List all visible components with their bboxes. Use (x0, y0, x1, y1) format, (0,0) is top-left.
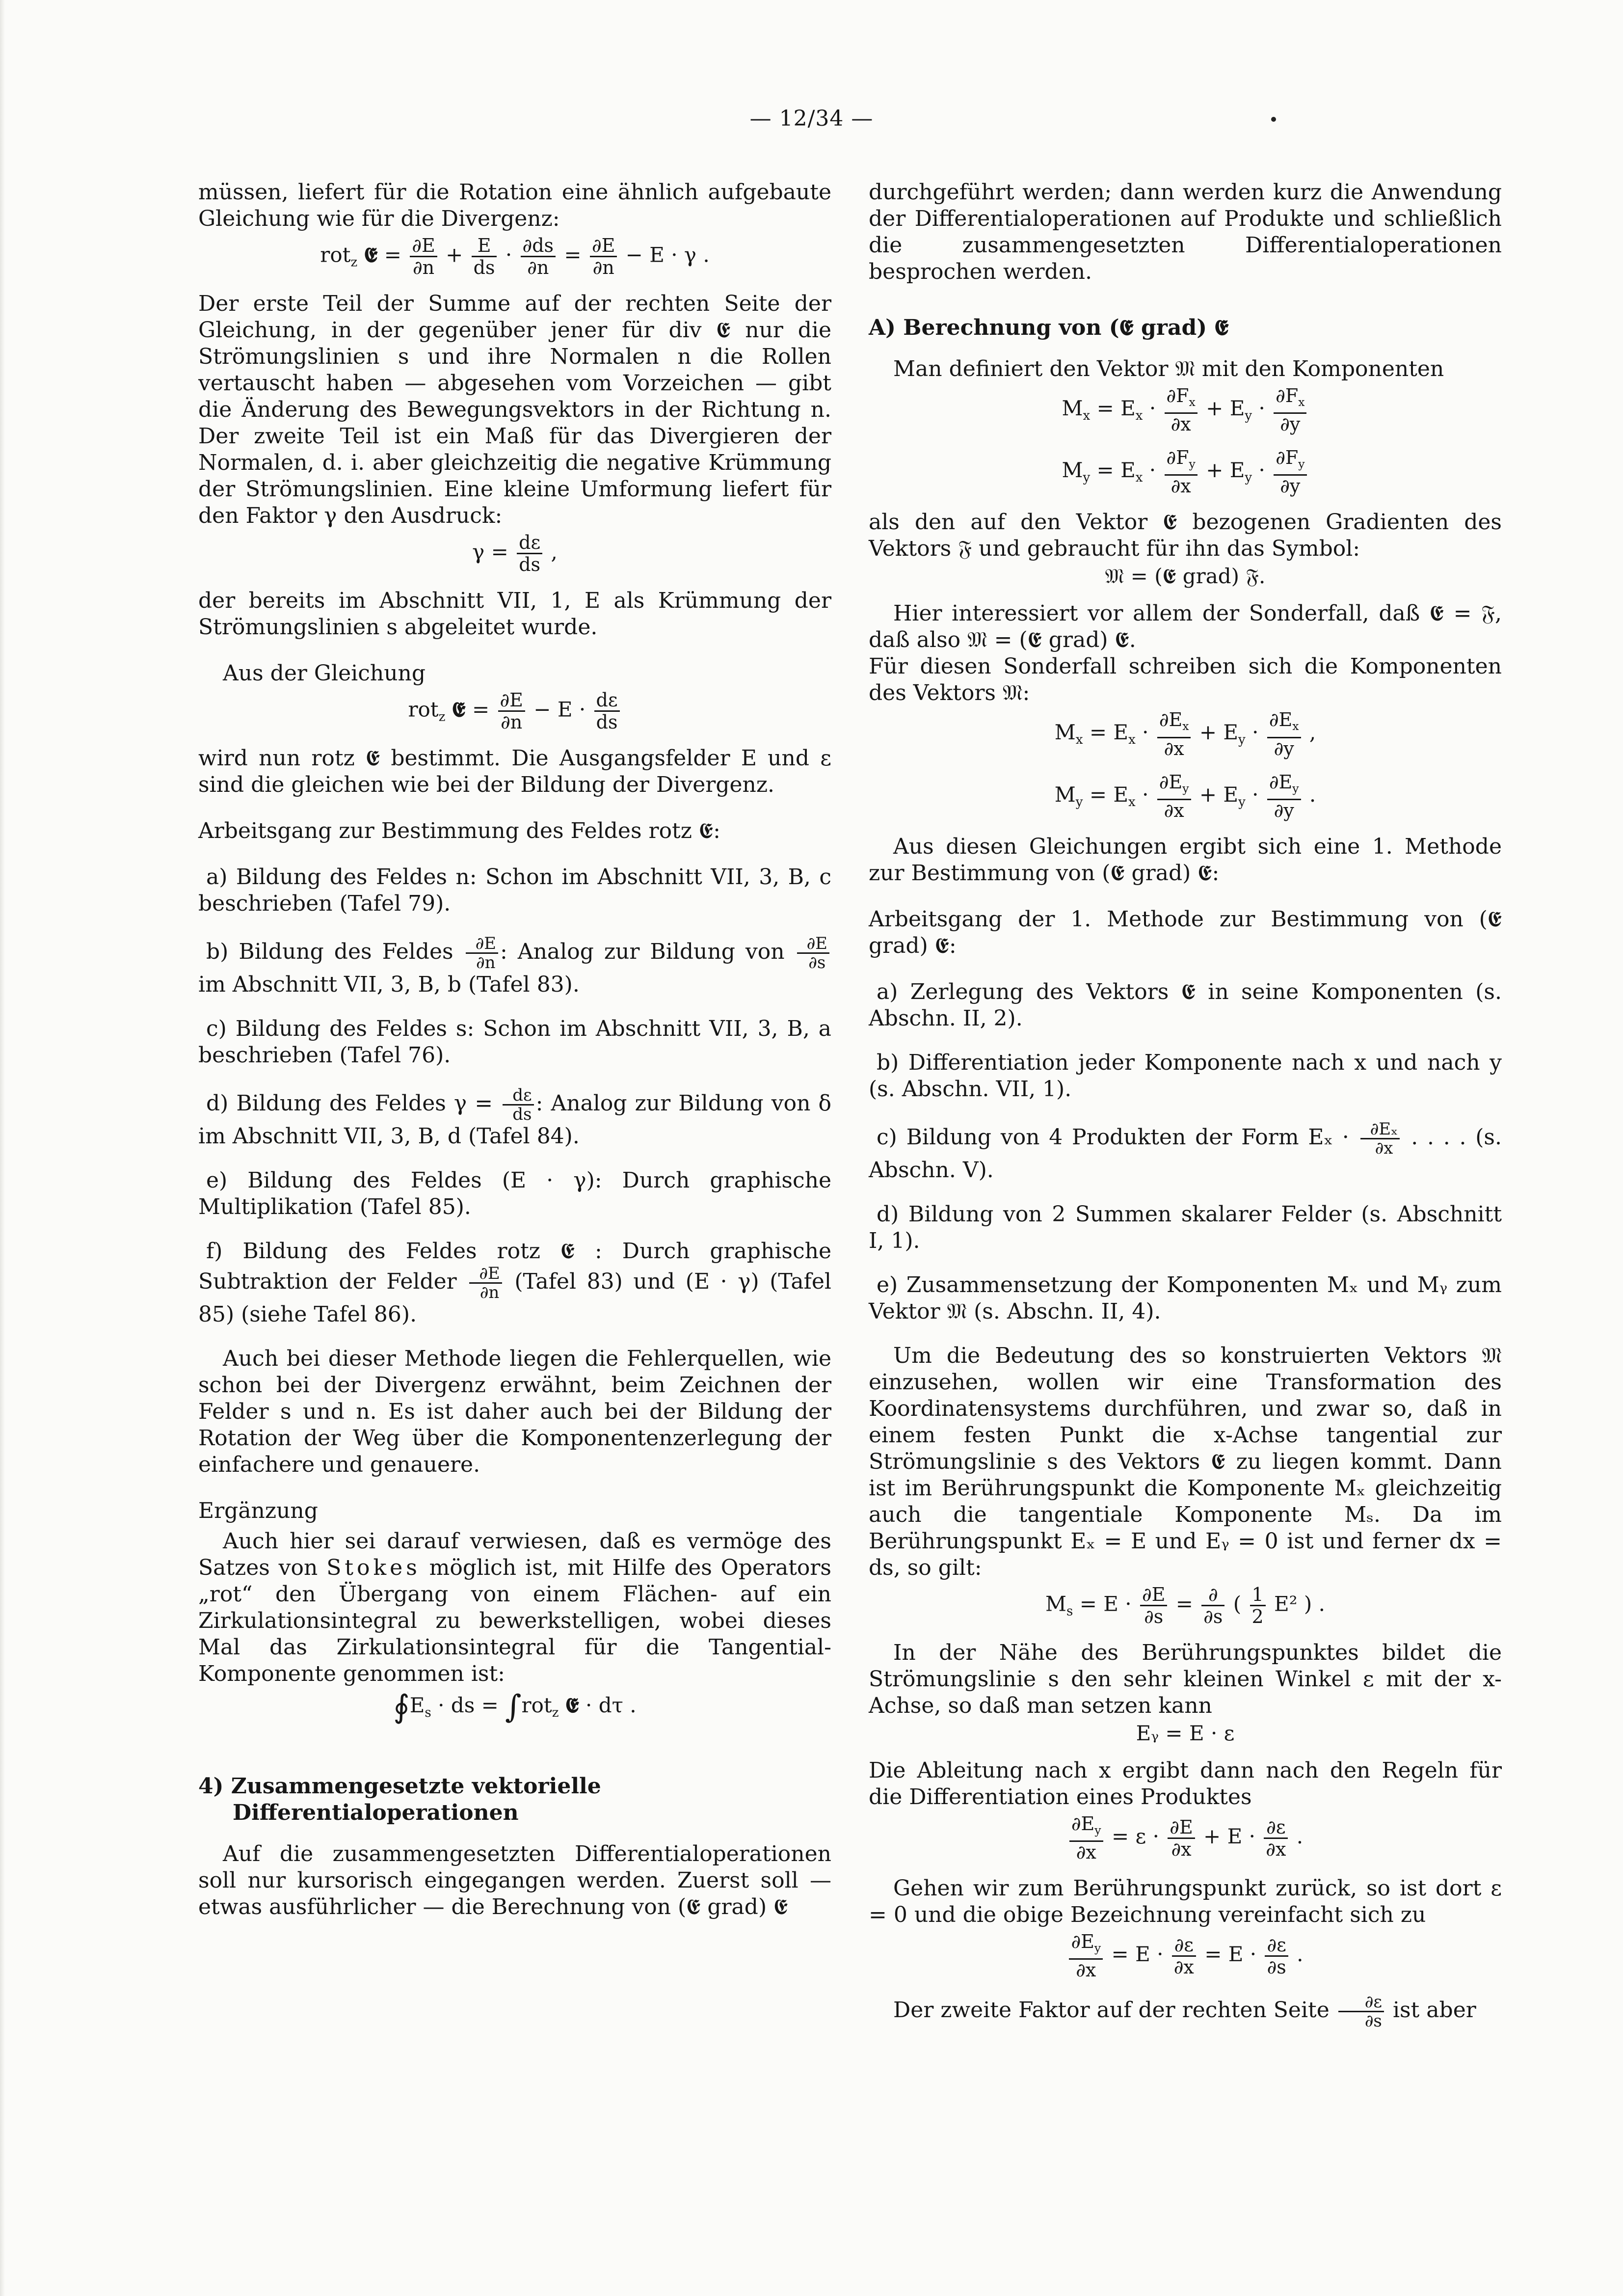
paragraph: Arbeitsgang zur Bestimmung des Feldes rotz 𝕰: (198, 818, 720, 843)
page-number: — 12/34 — (749, 106, 874, 131)
paragraph: Auch hier sei darauf verwiesen, daß es vermöge des Satzes von Stokes möglich ist, mit Hilfe des Operators „rot“ den Übergang von einem Flächen- auf ein Zirkulationsintegral zu bewerkstelligen, wobei dieses Mal das Zirkulationsintegral für die Tangential-Komponente genommen ist: (198, 1529, 831, 1686)
list-item: d) Bildung von 2 Summen skalarer Felder (s. Abschnitt I, 1). (869, 1201, 1502, 1253)
paragraph: Arbeitsgang der 1. Methode zur Bestimmung von (𝕰 grad) 𝕰: (869, 906, 1502, 958)
equation-dey-dx: $\frac{\partial E_y}{\partial x}$ = ε · $\frac{\partial E}{\partial x}$ + E · $\frac{\partial\varepsilon}{\partial x}$ . (869, 1813, 1502, 1863)
ink-dot (1271, 117, 1276, 122)
equation-rot-2: rot$_z$ 𝕰 = $\frac{\partial E}{\partial n}$ − E · $\frac{d\varepsilon}{ds}$ (198, 690, 831, 732)
paragraph: Gehen wir zum Berührungspunkt zurück, so ist dort ε = 0 und die obige Bezeichnung vereinfacht sich zu (869, 1876, 1502, 1928)
list-item: a) Zerlegung des Vektors 𝕰 in seine Komponenten (s. Abschn. II, 2). (869, 979, 1502, 1031)
right-column (869, 179, 1502, 2030)
paragraph: Auch bei dieser Methode liegen die Fehlerquellen, wie schon bei der Divergenz erwähnt, beim Zeichnen der Felder s und n. Es ist daher auch bei der Bildung der Rotation der Weg über die Komponentenzerlegung der einfachere und genauere. (198, 1346, 831, 1477)
paragraph: Die Ableitung nach x ergibt dann nach den Regeln für die Differentiation eines Produktes (869, 1757, 1502, 1810)
paragraph: der bereits im Abschnitt VII, 1, E als Krümmung der Strömungslinien s abgeleitet wurde. (198, 588, 831, 640)
paragraph: Aus diesen Gleichungen ergibt sich eine 1. Methode zur Bestimmung von (𝕰 grad) 𝕰: (869, 834, 1502, 886)
equation-my-special: $M_y = E_x$ · $\frac{\partial E_y}{\partial x}$ + $E_y$ · $\frac{\partial E_y}{\partial y}$ . (1054, 771, 1316, 821)
paragraph: müssen, liefert für die Rotation eine ähnlich aufgebaute Gleichung wie für die Divergenz: (198, 180, 831, 231)
list-item: e) Zusammensetzung der Komponenten Mₓ und Mᵧ zum Vektor 𝔐 (s. Abschn. II, 4). (869, 1272, 1502, 1324)
equation-my: $M_y = E_x$ · $\frac{\partial F_y}{\partial x}$ + $E_y$ · $\frac{\partial F_y}{\partial y}$ (869, 447, 1502, 496)
paragraph: Aus der Gleichung (223, 661, 426, 686)
section-heading: 4) Zusammengesetzte vektorielle Differentialoperationen (198, 1774, 601, 1826)
paragraph: Auf die zusammengesetzten Differentialoperationen soll nur kursorisch eingegangen werden. Zuerst soll — etwas ausführlicher — die Berechnung von (𝕰 grad) 𝕰 (198, 1841, 831, 1920)
list-item: c) Bildung von 4 Produkten der Form Eₓ · $\frac{\text{∂Eₓ}}{\partial x}$ . . . . (s. Abschn. V). (869, 1119, 1502, 1183)
section-title-ergaenzung: Ergänzung (198, 1498, 318, 1523)
section-heading: A) Berechnung von (𝕰 grad) 𝕰 (869, 315, 1229, 340)
list-item: e) Bildung des Feldes (E · γ): Durch graphische Multiplikation (Tafel 85). (198, 1168, 831, 1219)
paragraph: als den auf den Vektor 𝕰 bezogenen Gradienten des Vektors 𝔉 und gebraucht für ihn das Symbol: (869, 510, 1502, 562)
equation-mx: $M_x = E_x$ · $\frac{\partial F_x}{\partial x}$ + $E_y$ · $\frac{\partial F_x}{\partial y}$ (869, 385, 1502, 434)
paragraph: Man definiert den Vektor 𝔐 mit den Komponenten (893, 356, 1444, 381)
paragraph: wird nun rotz 𝕰 bestimmt. Die Ausgangsfelder E und ε sind die gleichen wie bei der Bildung der Divergenz. (198, 746, 831, 797)
list-item: f) Bildung des Feldes rotz 𝕰 : Durch graphische Subtraktion der Felder $\frac{\partial E}{\partial n}$ (Tafel 83) und (E · γ) (Tafel 85) (siehe Tafel 86). (198, 1239, 831, 1327)
paragraph: Hier interessiert vor allem der Sonderfall, daß 𝕰 = 𝔉, daß also 𝔐 = (𝕰 grad) 𝕰. (869, 601, 1502, 653)
list-item: b) Bildung des Feldes $\frac{\partial E}{\partial n}$ : Analog zur Bildung von $\frac{\partial E}{\partial s}$ im Abschnitt VII, 3, B, b (Tafel 83). (198, 935, 831, 998)
equation-gamma: γ = $\frac{d\varepsilon}{ds}$ , (472, 532, 558, 575)
equation-mx-special: $M_x = E_x$ · $\frac{\partial E_x}{\partial x}$ + $E_y$ · $\frac{\partial E_x}{\partial y}$ , (1054, 709, 1316, 759)
paragraph: Für diesen Sonderfall schreiben sich die Komponenten des Vektors 𝔐: (869, 654, 1502, 706)
list-item: c) Bildung des Feldes s: Schon im Abschnitt VII, 3, B, a beschrieben (Tafel 76). (198, 1016, 831, 1068)
left-column (198, 179, 831, 1920)
list-item: b) Differentiation jeder Komponente nach x und nach y (s. Abschn. VII, 1). (869, 1050, 1502, 1102)
equation-stokes: $∮E_s$ · ds = ∫rot$_z$ 𝕰 · dτ . (393, 1689, 637, 1725)
scan-edge (0, 0, 5, 2296)
paragraph: Der zweite Faktor auf der rechten Seite $\frac{\partial\varepsilon}{\partial s}$ ist aber (893, 1992, 1476, 2031)
equation-ms: $M_s = E$ · $\frac{\partial E}{\partial s}$ = $\frac{\partial}{\partial s}$ ( $\frac{1}{2}$ E² ) . (1045, 1583, 1325, 1627)
equation-symbol: 𝔐 = (𝕰 grad) 𝔉. (1105, 564, 1266, 589)
paragraph: Um die Bedeutung des so konstruierten Vektors 𝔐 einzusehen, wollen wir eine Transformation des Koordinatensystems durchführen, und zwar so, daß in einem festen Punkt die x-Achse tangential zur Strömungslinie s des Vektors 𝕰 zu liegen kommt. Dann ist im Berührungspunkt die Komponente Mₓ gleichzeitig auch die tangentiale Komponente Mₛ. Da im Berührungspunkt Eₓ = E und Eᵧ = 0 ist und ferner dx = ds, so gilt: (869, 1343, 1502, 1580)
equation-rot-1: rot$_z$ 𝕰 = $\frac{\partial E}{\partial n}$ + $\frac{E}{ds}$ · $\frac{\partial ds}{\partial n}$ = $\frac{\partial E}{\partial n}$ − E · γ . (320, 235, 710, 278)
equation-dey-dx-simplified: $\frac{\partial E_y}{\partial x}$ = E · $\frac{\partial\varepsilon}{\partial x}$ = E · $\frac{\partial\varepsilon}{\partial s}$ . (869, 1931, 1502, 1980)
list-item: a) Bildung des Feldes n: Schon im Abschnitt VII, 3, B, c beschrieben (Tafel 79). (198, 864, 831, 916)
list-item: d) Bildung des Feldes γ = $\frac{d\varepsilon}{ds}$ : Analog zur Bildung von δ im Abschnitt VII, 3, B, d (Tafel 84). (198, 1085, 832, 1149)
paragraph: In der Nähe des Berührungspunktes bildet die Strömungslinie s den sehr kleinen Winkel ε mit der x-Achse, so daß man setzen kann (869, 1640, 1502, 1718)
paragraph: durchgeführt werden; dann werden kurz die Anwendung der Differentialoperationen auf Produkte und schließlich die zusammengesetzten Differentialoperationen besprochen werden. (869, 180, 1502, 284)
paragraph: Der erste Teil der Summe auf der rechten Seite der Gleichung, in der gegenüber jener für div 𝕰 nur die Strömungslinien s und ihre Normalen n die Rollen vertauscht haben — abgesehen vom Vorzeichen — gibt die Änderung des Bewegungsvektors in der Richtung n. Der zweite Teil ist ein Maß für das Divergieren der Normalen, d. i. aber gleichzeitig die negative Krümmung der Strömungslinien. Eine kleine Umformung liefert für den Faktor γ den Ausdruck: (198, 291, 831, 528)
equation-ey: Eᵧ = E · ε (1136, 1721, 1235, 1745)
